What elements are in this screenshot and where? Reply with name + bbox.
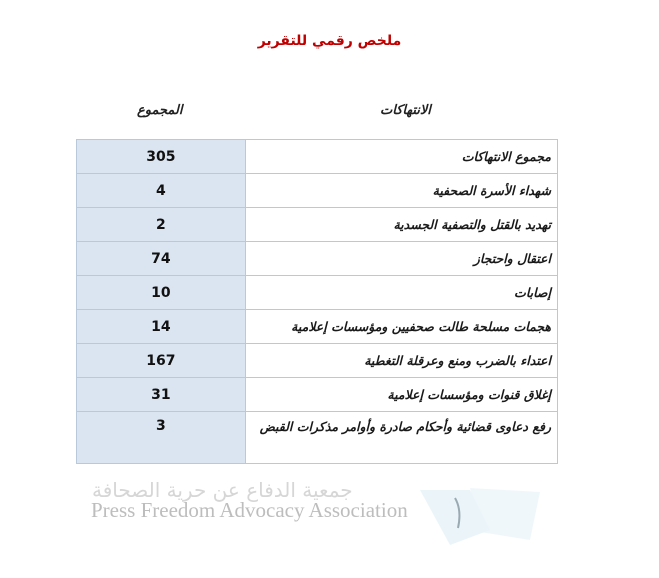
violation-count: 305 <box>77 140 246 174</box>
violation-label: إغلاق قنوات ومؤسسات إعلامية <box>245 378 557 412</box>
watermark-arabic-text: جمعية الدفاع عن حرية الصحافة <box>92 478 353 502</box>
violation-label: شهداء الأسرة الصحفية <box>245 174 557 208</box>
violation-label: اعتقال واحتجاز <box>245 242 557 276</box>
table-row <box>77 412 558 464</box>
violation-count: 2 <box>77 208 246 242</box>
violation-label: رفع دعاوى قضائية وأحكام صادرة وأوامر مذكرات القبض <box>245 412 557 464</box>
table-row <box>77 344 558 378</box>
table-row <box>77 242 558 276</box>
violation-count: 31 <box>77 378 246 412</box>
page-title: ملخص رقمي للتقرير <box>257 33 402 49</box>
table-row <box>77 276 558 310</box>
table-row <box>77 378 558 412</box>
table-row <box>77 174 558 208</box>
violation-count: 74 <box>77 242 246 276</box>
violation-count: 14 <box>77 310 246 344</box>
violation-label: هجمات مسلحة طالت صحفيين ومؤسسات إعلامية <box>245 310 557 344</box>
violation-count: 10 <box>77 276 246 310</box>
violation-label: مجموع الانتهاكات <box>245 140 557 174</box>
violation-count: 167 <box>77 344 246 378</box>
violations-column-header: الانتهاكات <box>380 103 431 118</box>
violation-count: 3 <box>77 412 246 464</box>
table-row <box>77 310 558 344</box>
table-row <box>77 208 558 242</box>
violation-count: 4 <box>77 174 246 208</box>
summary-table <box>76 139 558 464</box>
watermark-english-text: Press Freedom Advocacy Association <box>91 498 408 522</box>
violation-label: تهديد بالقتل والتصفية الجسدية <box>245 208 557 242</box>
total-column-header: المجموع <box>137 103 183 118</box>
violation-label: إصابات <box>245 276 557 310</box>
table-row <box>77 140 558 174</box>
violation-label: اعتداء بالضرب ومنع وعرقلة التغطية <box>245 344 557 378</box>
